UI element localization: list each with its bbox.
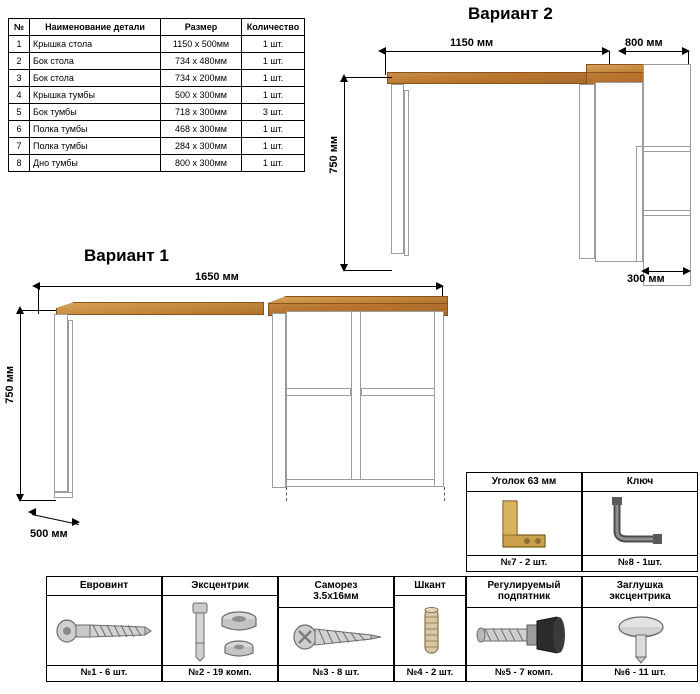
hardware-title-line2: подпятник bbox=[497, 591, 551, 602]
cell-size: 500 x 300мм bbox=[161, 87, 242, 104]
cell-number: 7 bbox=[9, 138, 30, 155]
cell-name: Полка тумбы bbox=[30, 138, 161, 155]
hardware-item-podpyatnik bbox=[466, 576, 582, 682]
variant1-left-foot bbox=[54, 492, 73, 498]
hardware-caption: №6 - 11 шт. bbox=[614, 667, 666, 678]
variant2-width-label: 1150 мм bbox=[450, 37, 494, 49]
cell-name: Бок стола bbox=[30, 53, 161, 70]
cell-size: 718 x 300мм bbox=[161, 104, 242, 121]
cell-size: 284 x 300мм bbox=[161, 138, 242, 155]
cell-quantity: 1 шт. bbox=[242, 138, 305, 155]
variant1-left-leg-inner bbox=[68, 320, 73, 496]
table-row bbox=[9, 155, 305, 172]
col-header-number: № bbox=[9, 19, 30, 36]
cell-number: 3 bbox=[9, 70, 30, 87]
hardware-item-ekscentrik bbox=[162, 576, 278, 682]
table-row bbox=[9, 87, 305, 104]
hardware-item-samorez bbox=[278, 576, 394, 682]
cell-quantity: 1 шт. bbox=[242, 121, 305, 138]
hardware-item-shkant bbox=[394, 576, 466, 682]
hardware-caption: №3 - 8 шт. bbox=[312, 667, 360, 678]
confirmat-screw-icon bbox=[47, 595, 161, 665]
variant1-depth-label: 500 мм bbox=[30, 528, 68, 540]
variant1-drawing bbox=[4, 266, 480, 556]
hardware-caption: №8 - 1шт. bbox=[618, 557, 662, 568]
variant1-height-label: 750 мм bbox=[4, 366, 16, 404]
cell-size: 734 x 480мм bbox=[161, 53, 242, 70]
col-header-quantity: Количество bbox=[242, 19, 305, 36]
cell-number: 1 bbox=[9, 36, 30, 53]
hardware-caption: №1 - 6 шт. bbox=[80, 667, 128, 678]
cell-quantity: 1 шт. bbox=[242, 53, 305, 70]
hardware-caption: №2 - 19 комп. bbox=[188, 667, 252, 678]
variant2-cabinet-right-side bbox=[643, 64, 691, 286]
hardware-title: Шкант bbox=[414, 580, 446, 591]
cell-name: Полка тумбы bbox=[30, 121, 161, 138]
cam-lock-icon bbox=[163, 595, 277, 665]
cell-quantity: 1 шт. bbox=[242, 70, 305, 87]
table-row bbox=[9, 104, 305, 121]
variant2-center-panel bbox=[579, 84, 595, 259]
hardware-item-evrovint bbox=[46, 576, 162, 682]
cell-name: Бок тумбы bbox=[30, 104, 161, 121]
allen-key-icon bbox=[583, 491, 697, 555]
table-row bbox=[9, 121, 305, 138]
hardware-title-line2: 3.5x16мм bbox=[313, 591, 359, 602]
hardware-caption: №5 - 7 комп. bbox=[495, 667, 553, 678]
dowel-icon bbox=[395, 595, 465, 665]
hardware-title: Ключ bbox=[626, 476, 654, 487]
cell-quantity: 1 шт. bbox=[242, 36, 305, 53]
hardware-item-kluch bbox=[582, 472, 698, 572]
variant1-cabinet-bottom bbox=[286, 479, 444, 487]
hardware-title-line1: Заглушка bbox=[616, 580, 664, 591]
hardware-title: Евровинт bbox=[79, 580, 129, 591]
hardware-item-zaglushka bbox=[582, 576, 698, 682]
table-row bbox=[9, 70, 305, 87]
cell-name: Дно тумбы bbox=[30, 155, 161, 172]
variant1-left-leg bbox=[54, 314, 68, 492]
cell-size: 468 x 300мм bbox=[161, 121, 242, 138]
variant1-title: Вариант 1 bbox=[84, 246, 169, 265]
cell-number: 2 bbox=[9, 53, 30, 70]
self-tapping-screw-icon bbox=[279, 607, 393, 665]
hardware-title-line1: Регулируемый bbox=[487, 580, 561, 591]
cell-size: 800 x 300мм bbox=[161, 155, 242, 172]
variant1-cabinet-divider bbox=[351, 311, 361, 487]
variant2-left-leg bbox=[391, 84, 404, 254]
col-header-name: Наименование детали bbox=[30, 19, 161, 36]
variant1-cabinet-right-side bbox=[434, 311, 444, 487]
variant2-height-label: 750 мм bbox=[328, 136, 340, 174]
variant2-shelf-upper bbox=[643, 146, 691, 152]
variant2-depth-label: 800 мм bbox=[625, 37, 663, 49]
variant2-shelf-lower bbox=[643, 210, 691, 216]
variant2-left-leg-face bbox=[404, 90, 409, 256]
hardware-title-line1: Саморез bbox=[314, 580, 358, 591]
cell-quantity: 1 шт. bbox=[242, 155, 305, 172]
col-header-size: Размер bbox=[161, 19, 242, 36]
parts-table bbox=[8, 18, 305, 172]
table-row bbox=[9, 53, 305, 70]
cell-quantity: 3 шт. bbox=[242, 104, 305, 121]
table-row bbox=[9, 138, 305, 155]
table-header-row bbox=[9, 19, 305, 36]
variant1-shelf-left bbox=[286, 388, 351, 396]
hardware-caption: №4 - 2 шт. bbox=[406, 667, 454, 678]
corner-bracket-icon bbox=[467, 491, 581, 555]
cell-name: Бок стола bbox=[30, 70, 161, 87]
variant2-cabinet-divider bbox=[636, 146, 643, 262]
cell-quantity: 1 шт. bbox=[242, 87, 305, 104]
hardware-title-line2: эксцентрика bbox=[609, 591, 671, 602]
hardware-title: Эксцентрик bbox=[191, 580, 249, 591]
variant1-cabinet-left-side bbox=[272, 313, 286, 488]
cell-number: 5 bbox=[9, 104, 30, 121]
cell-name: Крышка стола bbox=[30, 36, 161, 53]
cap-cover-icon bbox=[583, 607, 697, 665]
hardware-item-ugolok bbox=[466, 472, 582, 572]
variant2-title: Вариант 2 bbox=[468, 4, 553, 23]
cell-size: 1150 x 500мм bbox=[161, 36, 242, 53]
cell-size: 734 x 200мм bbox=[161, 70, 242, 87]
cell-number: 4 bbox=[9, 87, 30, 104]
cell-name: Крышка тумбы bbox=[30, 87, 161, 104]
variant1-shelf-right bbox=[361, 388, 444, 396]
cell-number: 6 bbox=[9, 121, 30, 138]
cell-number: 8 bbox=[9, 155, 30, 172]
adjustable-foot-icon bbox=[467, 607, 581, 665]
variant1-cabinet-body bbox=[286, 311, 444, 487]
table-row bbox=[9, 36, 305, 53]
hardware-caption: №7 - 2 шт. bbox=[500, 557, 548, 568]
variant2-side-label: 300 мм bbox=[627, 273, 665, 285]
hardware-title: Уголок 63 мм bbox=[491, 476, 557, 487]
variant1-width-label: 1650 мм bbox=[195, 271, 239, 283]
variant2-drawing bbox=[328, 37, 700, 285]
